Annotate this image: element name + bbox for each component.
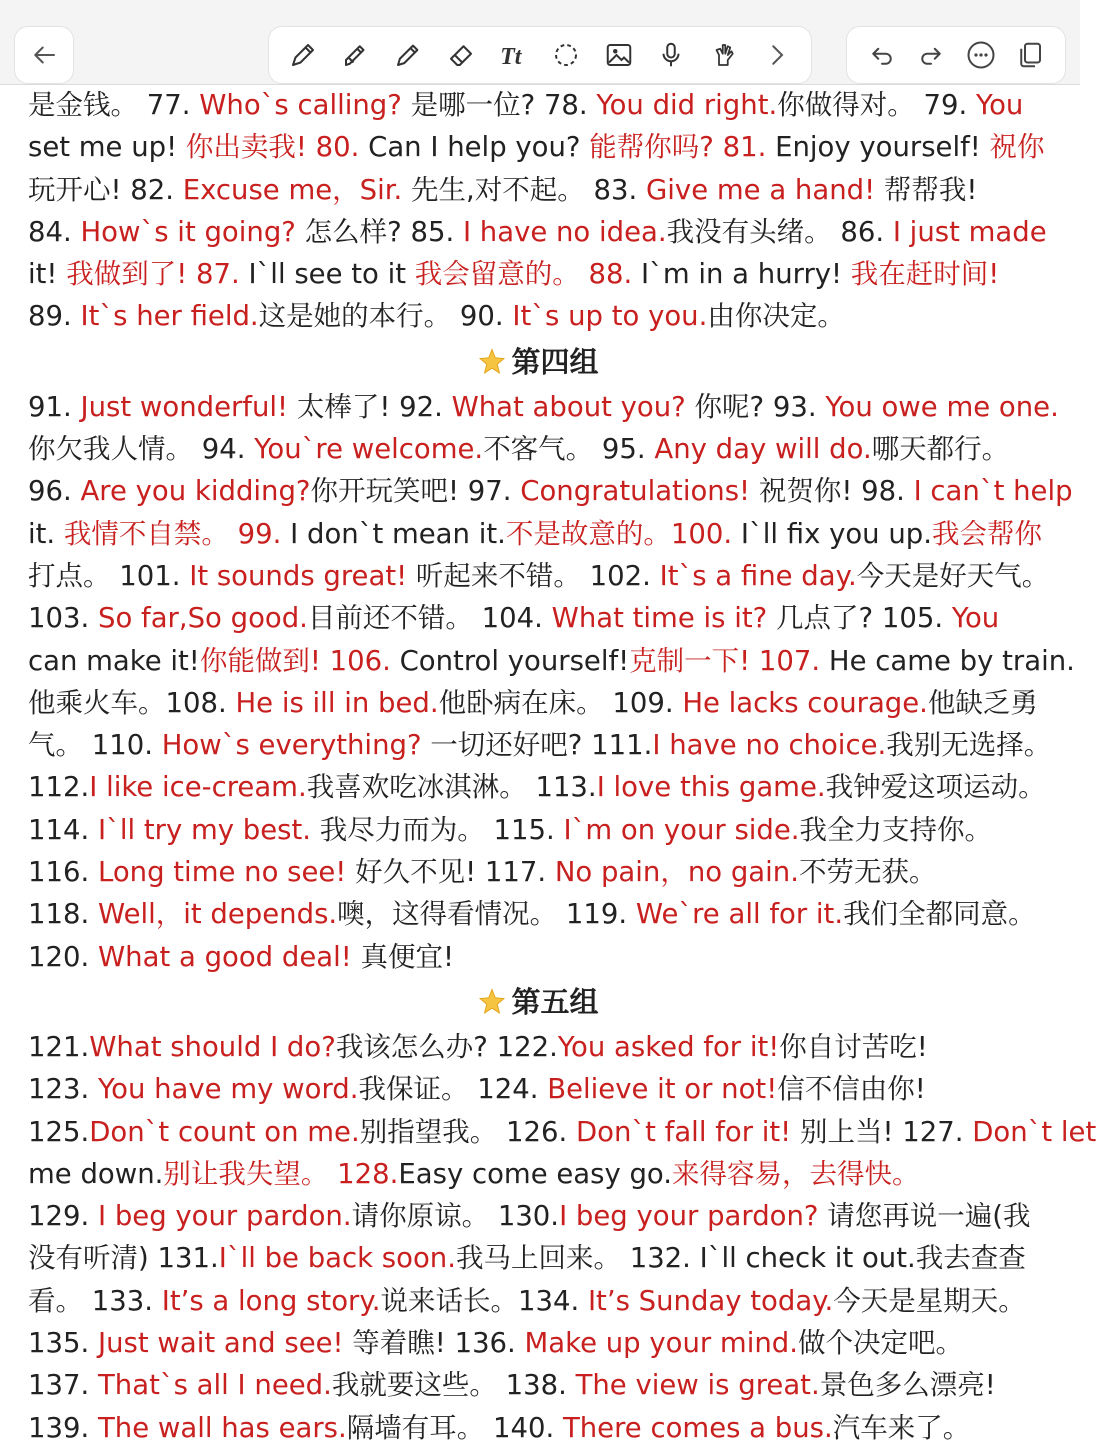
more-icon[interactable] <box>963 37 999 73</box>
english-phrase: The wall has ears. <box>97 1411 347 1444</box>
chinese-text: 我喜欢吃冰淇淋。 113. <box>306 771 597 804</box>
highlighter-icon[interactable] <box>338 37 374 73</box>
chinese-text: 129. <box>28 1200 98 1233</box>
chinese-text: 听起来不错。 102. <box>407 559 660 592</box>
chinese-text: 请您再说一遍(我 <box>818 1200 1031 1233</box>
section-heading-4 <box>28 338 1058 386</box>
english-phrase: There comes a bus. <box>562 1411 833 1444</box>
microphone-icon[interactable] <box>653 37 689 73</box>
chinese-text: 114. <box>28 813 98 846</box>
english-phrase: 我会留意的。 88. <box>406 258 641 291</box>
chinese-text: 说来话长。134. <box>380 1284 588 1317</box>
chinese-text: 112. <box>28 771 90 804</box>
text-line <box>28 766 1058 808</box>
phrase-group-prev <box>28 84 1058 338</box>
chinese-text: 哪天都行。 <box>871 433 1010 466</box>
star-icon <box>477 347 507 377</box>
chinese-text: 我没有头绪。 86. <box>666 215 893 248</box>
chinese-text: 91. <box>28 390 81 423</box>
english-phrase: How`s everything? <box>161 729 422 762</box>
english-phrase: It`s up to you. <box>512 300 708 333</box>
english-phrase: 不是故意的。100. <box>505 517 741 550</box>
chinese-text: 今天是好天气。 <box>856 559 1050 592</box>
english-phrase: I have no choice. <box>652 729 887 762</box>
chinese-text: 不客气。 95. <box>483 433 655 466</box>
text-line <box>28 295 1058 337</box>
chinese-text: I`ll fix you up. <box>740 517 932 550</box>
chinese-text: 我们全都同意。 <box>843 898 1036 931</box>
english-phrase: 我做到了! 87. <box>57 258 249 291</box>
text-line <box>28 1153 1058 1195</box>
image-icon[interactable] <box>601 37 637 73</box>
chinese-text: 是金钱。 77. <box>28 89 200 121</box>
english-phrase: The view is great. <box>575 1369 820 1402</box>
chinese-text: 123. <box>28 1073 98 1106</box>
chinese-text: 你呢? 93. <box>685 390 826 423</box>
svg-text:Tt: Tt <box>499 43 522 70</box>
chinese-text: 不劳无获。 <box>798 856 937 889</box>
english-phrase: You <box>951 602 1000 635</box>
chinese-text: 打点。 101. <box>28 559 190 592</box>
chinese-text: 我就要这些。 138. <box>331 1369 576 1402</box>
text-line <box>28 126 1058 168</box>
english-phrase: You have my word. <box>97 1073 359 1106</box>
text-line <box>28 851 1058 893</box>
english-phrase: Make up your mind. <box>524 1327 798 1360</box>
english-phrase: I like ice-cream. <box>89 771 307 804</box>
chinese-text: 没有听清) 131. <box>28 1242 219 1275</box>
chinese-text: 我别无选择。 <box>886 729 1052 762</box>
chinese-text: 好久不见! 117. <box>346 856 555 889</box>
tools-pill <box>268 26 812 84</box>
text-line <box>28 1280 1058 1322</box>
english-phrase: Well，it depends. <box>97 898 338 931</box>
text-line <box>28 724 1058 766</box>
chinese-text: 我保证。 124. <box>358 1073 548 1106</box>
chinese-text: 他卧病在床。 109. <box>438 686 683 719</box>
english-phrase: That`s all I need. <box>97 1369 332 1402</box>
chinese-text: 几点了? 105. <box>767 602 952 635</box>
chinese-text: 一切还好吧? 111. <box>421 729 653 762</box>
english-phrase: No pain，no gain. <box>554 856 799 889</box>
text-line <box>28 513 1058 555</box>
english-phrase: He is ill in bed. <box>235 686 439 719</box>
english-phrase: We`re all for it. <box>635 898 844 931</box>
english-phrase: It`s a fine day. <box>659 559 857 592</box>
english-phrase: 能帮你吗? 81. <box>580 131 776 164</box>
chinese-text: 隔墙有耳。 140. <box>346 1411 563 1444</box>
chinese-text: can make it! <box>28 644 200 677</box>
chinese-text: 先生,对不起。 83. <box>402 173 646 206</box>
text-line <box>28 1364 1058 1406</box>
text-line <box>28 253 1058 295</box>
lasso-icon[interactable] <box>548 37 584 73</box>
chinese-text: 做个决定吧。 <box>798 1327 963 1360</box>
chinese-text: 84. <box>28 215 81 248</box>
text-line <box>28 470 1073 512</box>
english-phrase: Believe it or not! <box>547 1073 778 1106</box>
chinese-text: 你做得对。 79. <box>777 89 976 121</box>
text-line <box>28 1237 1058 1279</box>
text-line <box>28 809 1058 851</box>
english-phrase: What a good deal! <box>97 940 352 973</box>
chinese-text: I`ll see to it <box>248 258 406 291</box>
english-phrase: What about you? <box>451 390 686 423</box>
chinese-text: 由你决定。 <box>707 300 845 333</box>
english-phrase: I`m on your side. <box>563 813 800 846</box>
english-phrase: I`ll try my best. <box>97 813 312 846</box>
english-phrase: So far,So good. <box>97 602 308 635</box>
chevron-right-icon[interactable] <box>759 37 795 73</box>
english-phrase: He lacks courage. <box>682 686 928 719</box>
english-phrase: Give me a hand! <box>645 173 876 206</box>
text-line <box>28 1026 1058 1068</box>
chinese-text: 看。 133. <box>28 1284 162 1317</box>
english-phrase: 别让我失望。 128. <box>163 1157 399 1190</box>
chinese-text: Enjoy yourself! <box>775 131 981 164</box>
english-phrase: 祝你 <box>980 131 1045 164</box>
chinese-text: 我钟爱这项运动。 <box>825 771 1046 804</box>
chinese-text: 他缺乏勇 <box>927 686 1038 719</box>
chinese-text: 116. <box>28 856 98 889</box>
note-content[interactable] <box>28 84 1096 1449</box>
text-line <box>28 211 1058 253</box>
chinese-text: 他乘火车。108. <box>28 686 236 719</box>
chinese-text: He came by train. <box>828 644 1075 677</box>
pencil-icon[interactable] <box>390 37 426 73</box>
english-phrase: Who`s calling? <box>199 89 402 121</box>
text-line <box>28 1407 1058 1449</box>
english-phrase: Excuse me，Sir. <box>182 173 403 206</box>
chinese-text: 噢，这得看情况。 119. <box>337 898 636 931</box>
chinese-text: 祝贺你! 98. <box>750 475 914 508</box>
phrase-group-4 <box>28 386 1075 978</box>
english-phrase: I beg your pardon. <box>97 1200 352 1233</box>
english-phrase: Don`t count on me. <box>89 1115 360 1148</box>
star-icon <box>477 987 507 1017</box>
actions-pill <box>846 26 1066 84</box>
english-phrase: I just made <box>892 215 1047 248</box>
text-line <box>28 936 1058 978</box>
redo-icon[interactable] <box>913 37 949 73</box>
chinese-text: 真便宜! <box>351 940 455 973</box>
chinese-text: 139. <box>28 1411 98 1444</box>
arrow-left-icon[interactable] <box>26 37 62 73</box>
chinese-text: 我尽力而为。 115. <box>311 813 564 846</box>
english-phrase: I love this game. <box>596 771 826 804</box>
english-phrase: Long time no see! <box>97 856 347 889</box>
english-phrase: You owe me one. <box>825 390 1059 423</box>
chinese-text: 103. <box>28 602 98 635</box>
heading-text: 第四组 <box>511 344 599 379</box>
chinese-text: 这是她的本行。 90. <box>258 300 513 333</box>
chinese-text: Easy come easy go. <box>398 1157 673 1190</box>
chinese-text: 你开玩笑吧! 97. <box>310 475 521 508</box>
english-phrase: Just wait and see! <box>97 1327 344 1360</box>
phrase-group-5 <box>28 1026 1096 1449</box>
chinese-text: Can I help you? <box>368 131 581 164</box>
text-line <box>28 1111 1096 1153</box>
english-phrase: I beg your pardon? <box>559 1200 819 1233</box>
text-line <box>28 1195 1058 1237</box>
chinese-text: 125. <box>28 1115 90 1148</box>
chinese-text: 请你原谅。 130. <box>351 1200 560 1233</box>
chinese-text: 太棒了! 92. <box>288 390 452 423</box>
text-line <box>28 169 1058 211</box>
english-phrase: 我在赶时间! <box>842 258 1000 291</box>
english-phrase: 你出卖我! 80. <box>177 131 369 164</box>
chinese-text: 汽车来了。 <box>832 1411 971 1444</box>
text-line <box>28 555 1058 597</box>
chinese-text: 你欠我人情。 94. <box>28 433 255 466</box>
chinese-text: 帮帮我! <box>875 173 978 206</box>
english-phrase: 我会帮你 <box>931 517 1042 550</box>
chinese-text: 怎么样? 85. <box>295 215 463 248</box>
chinese-text: 137. <box>28 1369 98 1402</box>
chinese-text: 等着瞧! 136. <box>343 1327 525 1360</box>
english-phrase: It`s her field. <box>80 300 259 333</box>
chinese-text: 气。 110. <box>28 729 162 762</box>
chinese-text: 96. <box>28 475 81 508</box>
chinese-text: I don`t mean it. <box>290 517 506 550</box>
chinese-text: 目前还不错。 104. <box>307 602 552 635</box>
top-toolbar <box>0 0 1080 85</box>
english-phrase: You`re welcome. <box>254 433 484 466</box>
chinese-text: set me up! <box>28 131 178 164</box>
text-line <box>28 597 1058 639</box>
english-phrase: Congratulations! <box>520 475 751 508</box>
english-phrase: What time is it? <box>551 602 768 635</box>
chinese-text: 118. <box>28 898 98 931</box>
chinese-text: 你自讨苦吃! <box>779 1030 928 1063</box>
chinese-text: 信不信由你! <box>777 1073 926 1106</box>
chinese-text: me down. <box>28 1157 164 1190</box>
english-phrase: Any day will do. <box>654 433 872 466</box>
text-line <box>28 84 1058 126</box>
english-phrase: I`ll be back soon. <box>218 1242 456 1275</box>
english-phrase: 你能做到! 106. <box>199 644 400 677</box>
chinese-text: it! <box>28 258 58 291</box>
text-line <box>28 640 1075 682</box>
chinese-text: 今天是星期天。 <box>833 1284 1026 1317</box>
english-phrase: It sounds great! <box>189 559 408 592</box>
text-line <box>28 1068 1058 1110</box>
english-phrase: 我情不自禁。 99. <box>55 517 291 550</box>
text-line <box>28 386 1058 428</box>
chinese-text: 是哪一位? 78. <box>401 89 597 121</box>
english-phrase: I have no idea. <box>462 215 667 248</box>
chinese-text: 别指望我。 126. <box>359 1115 576 1148</box>
chinese-text: 120. <box>28 940 98 973</box>
pen-icon[interactable] <box>285 37 321 73</box>
heading-text: 第五组 <box>511 984 599 1019</box>
text-line <box>28 428 1058 470</box>
english-phrase: 来得容易，去得快。 <box>672 1157 920 1190</box>
chinese-text: 135. <box>28 1327 98 1360</box>
english-phrase: It’s a long story. <box>161 1284 381 1317</box>
chinese-text: I`m in a hurry! <box>640 258 843 291</box>
chinese-text: 玩开心! 82. <box>28 173 183 206</box>
back-pill <box>14 26 74 84</box>
text-line <box>28 1322 1058 1364</box>
english-phrase: You <box>975 89 1024 121</box>
english-phrase: How`s it going? <box>80 215 296 248</box>
text-line <box>28 893 1058 935</box>
english-phrase: What should I do? <box>89 1030 336 1063</box>
english-phrase: You asked for it! <box>557 1030 780 1063</box>
chinese-text: 别上当! 127. <box>791 1115 973 1148</box>
pages-icon[interactable] <box>1012 37 1048 73</box>
chinese-text: 我马上回来。 132. I`ll check it out.我去查查 <box>455 1242 1026 1275</box>
chinese-text: 我该怎么办? 122. <box>335 1030 558 1063</box>
english-phrase: Just wonderful! <box>80 390 289 423</box>
chinese-text: 89. <box>28 300 81 333</box>
english-phrase: You did right. <box>596 89 778 121</box>
chinese-text: it. <box>28 517 56 550</box>
section-heading-5 <box>28 978 1058 1026</box>
english-phrase: Are you kidding? <box>80 475 311 508</box>
chinese-text: 121. <box>28 1030 90 1063</box>
eraser-icon[interactable] <box>443 37 479 73</box>
text-icon[interactable] <box>496 37 532 73</box>
english-phrase: I can`t help <box>913 475 1073 508</box>
english-phrase: Don`t let <box>972 1115 1096 1148</box>
chinese-text: Control yourself! <box>399 644 630 677</box>
chinese-text: 我全力支持你。 <box>799 813 993 846</box>
english-phrase: 克制一下! 107. <box>629 644 829 677</box>
text-line <box>28 682 1058 724</box>
undo-icon[interactable] <box>864 37 900 73</box>
english-phrase: Don`t fall for it! <box>575 1115 792 1148</box>
chinese-text: 景色多么漂亮! <box>819 1369 996 1402</box>
gesture-icon[interactable] <box>706 37 742 73</box>
english-phrase: It’s Sunday today. <box>587 1284 834 1317</box>
